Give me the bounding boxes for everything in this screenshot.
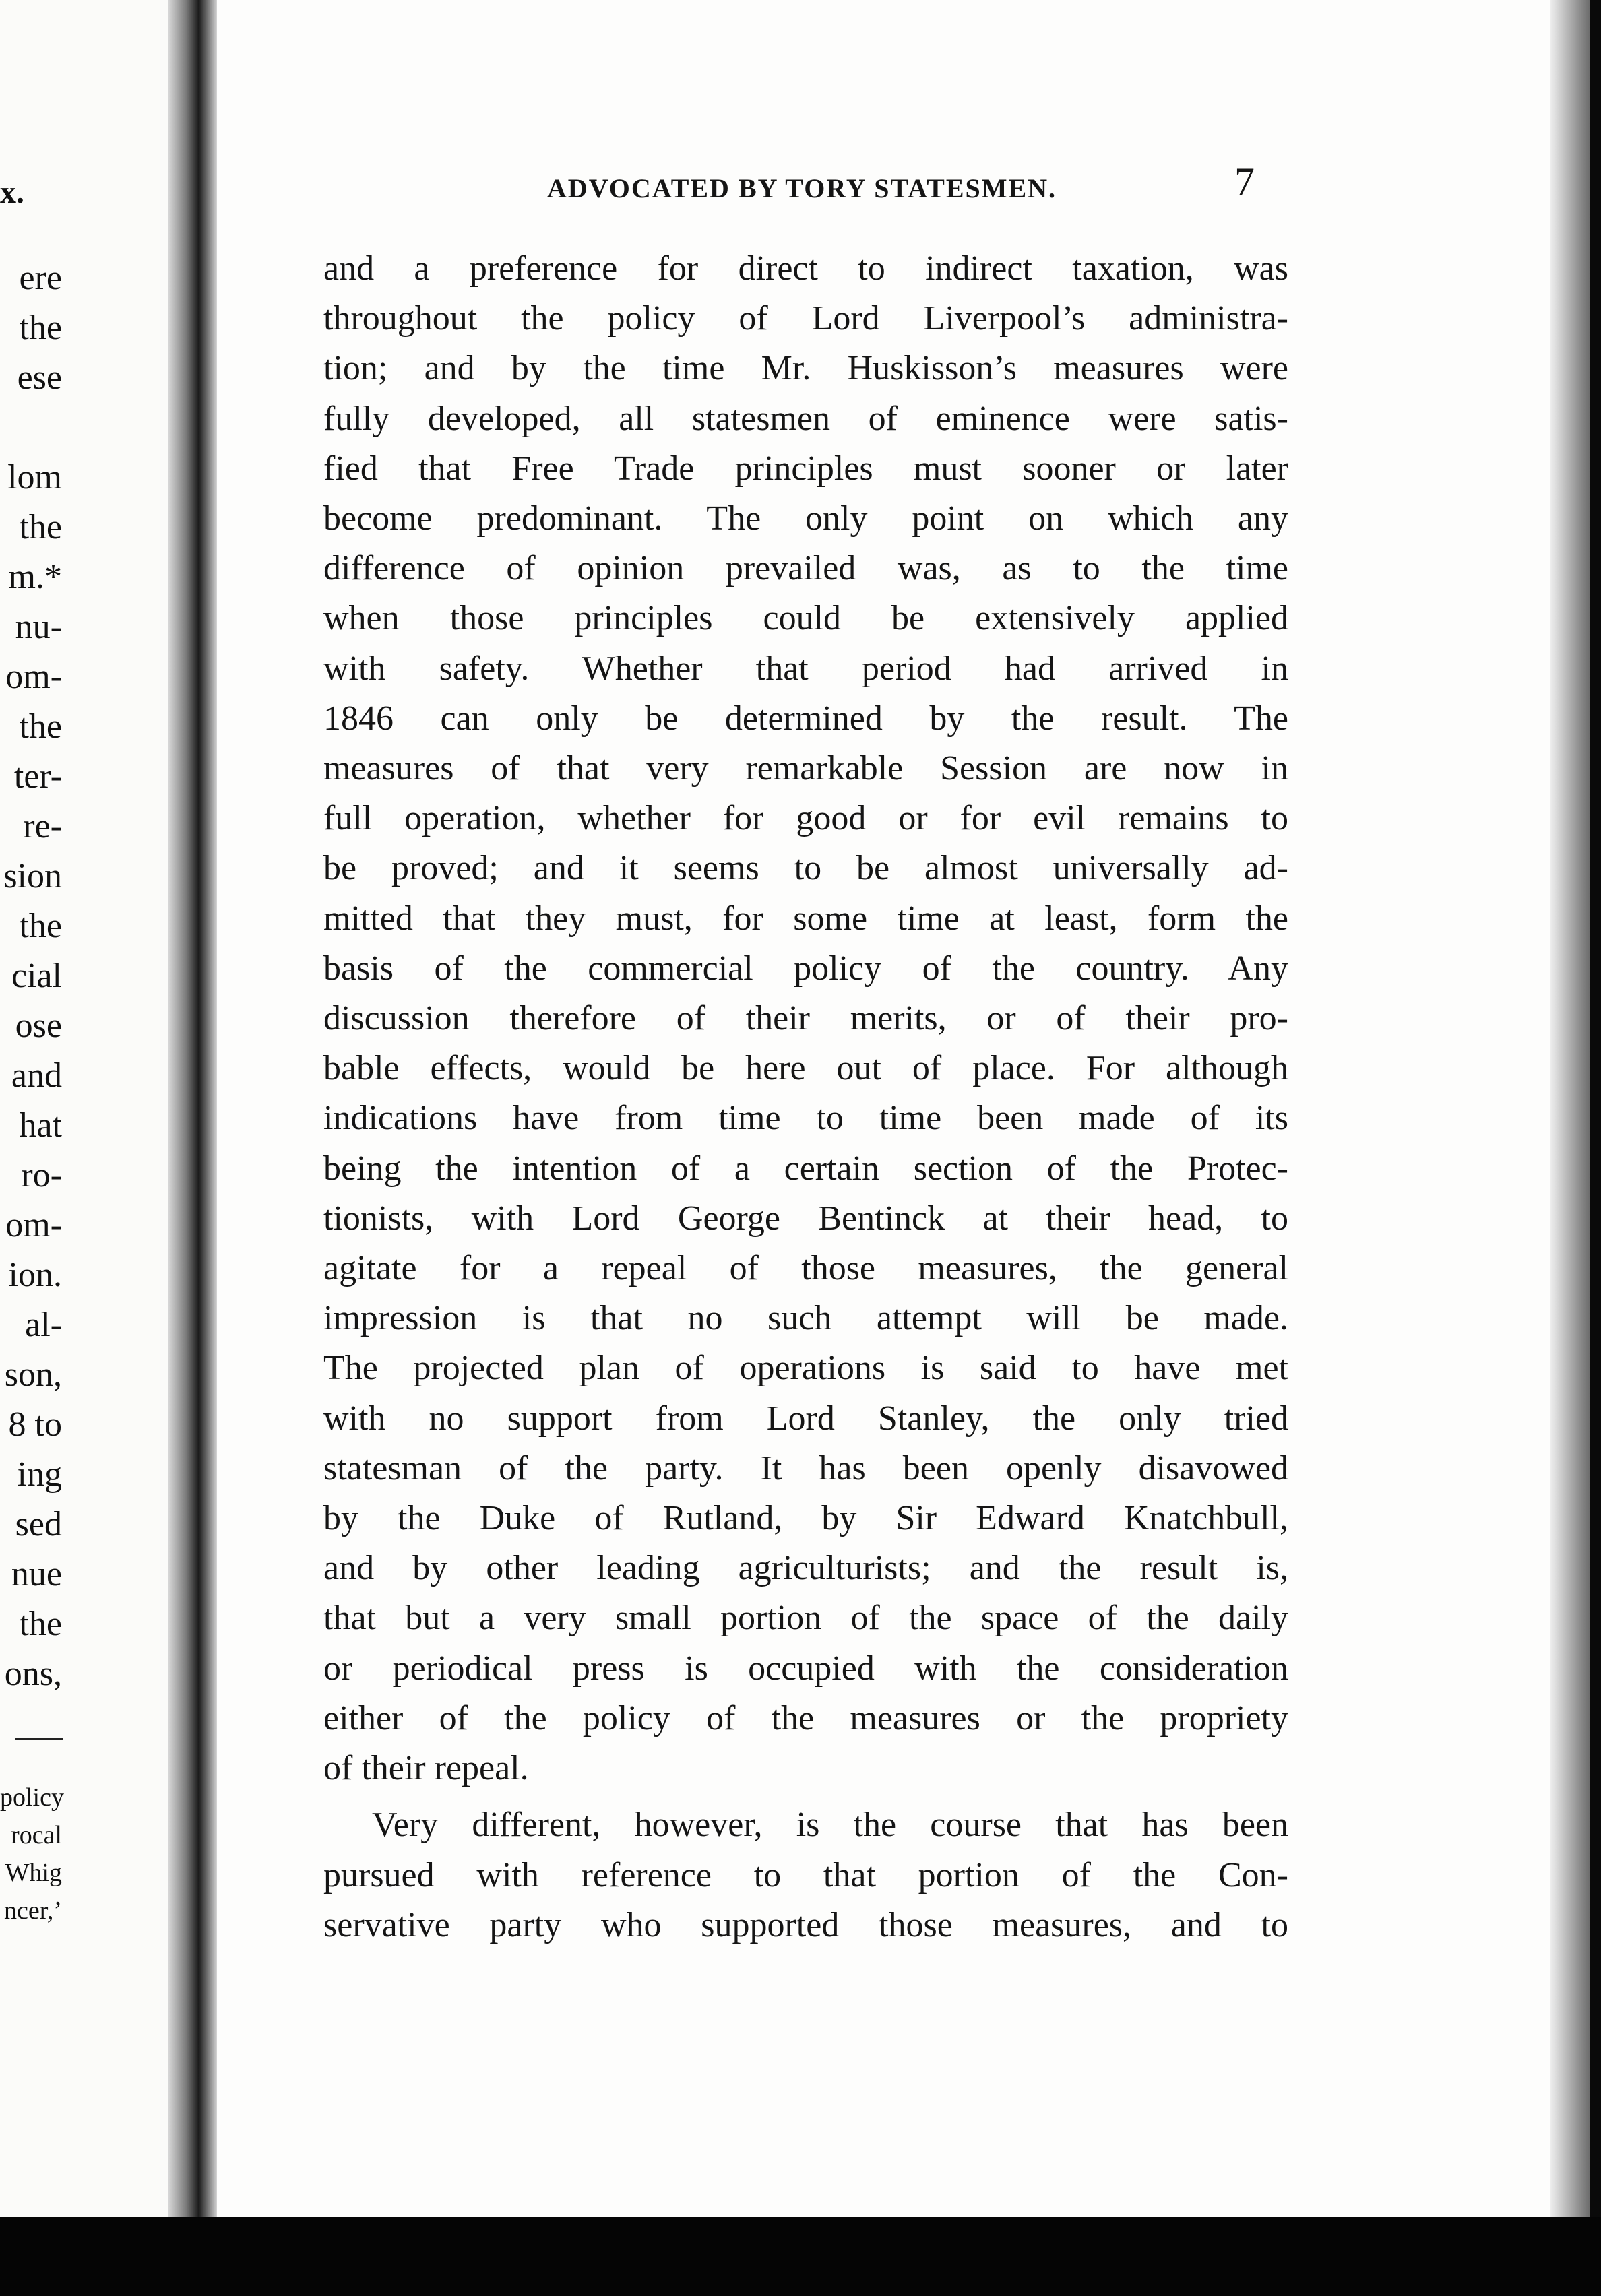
facing-line-fragment: and [11, 1056, 62, 1095]
text-line: agitate for a repeal of those measures, the general [323, 1249, 1288, 1288]
text-line: become predominant. The only point on which any [323, 499, 1288, 538]
text-line: by the Duke of Rutland, by Sir Edward Knatchbull, [323, 1499, 1288, 1538]
text-line: difference of opinion prevailed was, as to the time [323, 549, 1288, 588]
facing-line-fragment: m.* [8, 558, 62, 596]
text-line: impression is that no such attempt will be made. [323, 1299, 1288, 1338]
text-line: of their repeal. [323, 1749, 529, 1788]
facing-line-fragment: ese [17, 358, 62, 397]
text-line: bable effects, would be here out of place. For although [323, 1049, 1288, 1088]
text-line: pursued with reference to that portion of the Con- [323, 1855, 1288, 1894]
text-line: fied that Free Trade principles must sooner or later [323, 449, 1288, 488]
text-line: when those principles could be extensively applied [323, 599, 1288, 638]
text-line: tion; and by the time Mr. Huskisson’s measures were [323, 349, 1288, 388]
facing-line-fragment: sion [3, 857, 62, 895]
facing-footnote-fragment: Whig [5, 1859, 62, 1887]
facing-line-fragment: 8 to [8, 1405, 62, 1444]
book-gutter-shadow [168, 0, 219, 2296]
text-line: The projected plan of operations is said to have met [323, 1349, 1288, 1388]
facing-line-fragment: ter- [13, 757, 62, 796]
facing-footnote-fragment: ncer,’ [3, 1896, 62, 1925]
facing-footnote-fragment: policy [0, 1783, 64, 1812]
text-line: basis of the commercial policy of the country. Any [323, 949, 1288, 988]
page-edge-shadow [1550, 0, 1590, 2296]
facing-line-fragment [0, 403, 62, 453]
facing-line-fragment: cial [11, 957, 62, 995]
text-line: be proved; and it seems to be almost universally ad- [323, 849, 1288, 888]
facing-line-fragment: ere [19, 259, 62, 297]
facing-line-fragment: ose [15, 1007, 62, 1045]
text-line: with safety. Whether that period had arrived in [323, 649, 1288, 688]
facing-line-fragment: the [19, 907, 62, 945]
facing-line-fragment: re- [23, 807, 62, 846]
text-line: mitted that they must, for some time at least, form the [323, 899, 1288, 938]
facing-line-fragment: ing [17, 1455, 62, 1494]
text-line: and by other leading agriculturists; and the result is, [323, 1549, 1288, 1588]
facing-line-fragment: ons, [4, 1655, 62, 1693]
page-number: 7 [1234, 160, 1255, 204]
text-line: full operation, whether for good or for evil remains to [323, 799, 1288, 838]
body-text [323, 244, 1288, 1950]
facing-line-fragment: al- [25, 1306, 62, 1344]
facing-footnote-fragments [0, 1779, 62, 1930]
running-head: ADVOCATED BY TORY STATESMEN. [546, 173, 1057, 203]
facing-footnote-fragment: rocal [11, 1821, 62, 1849]
scan-bottom-border [0, 2217, 1601, 2296]
facing-page-fragment [0, 0, 195, 2223]
text-line: servative party who supported those measures, and to [323, 1905, 1288, 1944]
facing-line-fragment: the [19, 309, 62, 347]
facing-line-fragment: sed [15, 1505, 62, 1543]
text-line: measures of that very remarkable Session are now in [323, 749, 1288, 788]
text-line: throughout the policy of Lord Liverpool’s administra- [323, 299, 1288, 338]
facing-running-head-fragment: x. [0, 174, 24, 210]
text-line: indications have from time to time been made of its [323, 1099, 1288, 1138]
text-line: being the intention of a certain section of the Protec- [323, 1149, 1288, 1188]
facing-text-fragments [0, 253, 62, 1699]
facing-line-fragment: nu- [15, 608, 62, 646]
text-line: with no support from Lord Stanley, the only tried [323, 1399, 1288, 1438]
facing-line-fragment: son, [4, 1356, 62, 1394]
text-line: that but a very small portion of the space of the daily [323, 1599, 1288, 1638]
text-line: or periodical press is occupied with the consideration [323, 1649, 1288, 1688]
facing-line-fragment: ro- [21, 1156, 62, 1194]
facing-line-fragment: the [19, 508, 62, 546]
facing-line-fragment: om- [5, 1206, 62, 1244]
text-line: discussion therefore of their merits, or of their pro- [323, 999, 1288, 1038]
footnote-rule [15, 1738, 63, 1740]
text-line: 1846 can only be determined by the result. The [323, 699, 1288, 738]
facing-line-fragment: om- [5, 658, 62, 696]
text-line: tionists, with Lord George Bentinck at their head, to [323, 1199, 1288, 1238]
text-line: and a preference for direct to indirect taxation, was [323, 249, 1288, 288]
facing-line-fragment: nue [11, 1555, 62, 1593]
text-line: statesman of the party. It has been openly disavowed [323, 1448, 1288, 1488]
paragraph [323, 244, 1288, 1793]
facing-line-fragment: the [19, 1605, 62, 1643]
facing-line-fragment: ion. [8, 1256, 62, 1294]
text-line: Very different, however, is the course that has been [372, 1806, 1288, 1845]
facing-line-fragment: the [19, 707, 62, 746]
facing-line-fragment: hat [19, 1106, 62, 1145]
paragraph [323, 1800, 1288, 1950]
text-line: either of the policy of the measures or the propriety [323, 1698, 1288, 1737]
facing-line-fragment: lom [7, 458, 62, 497]
text-line: fully developed, all statesmen of eminence were satis- [323, 399, 1288, 438]
